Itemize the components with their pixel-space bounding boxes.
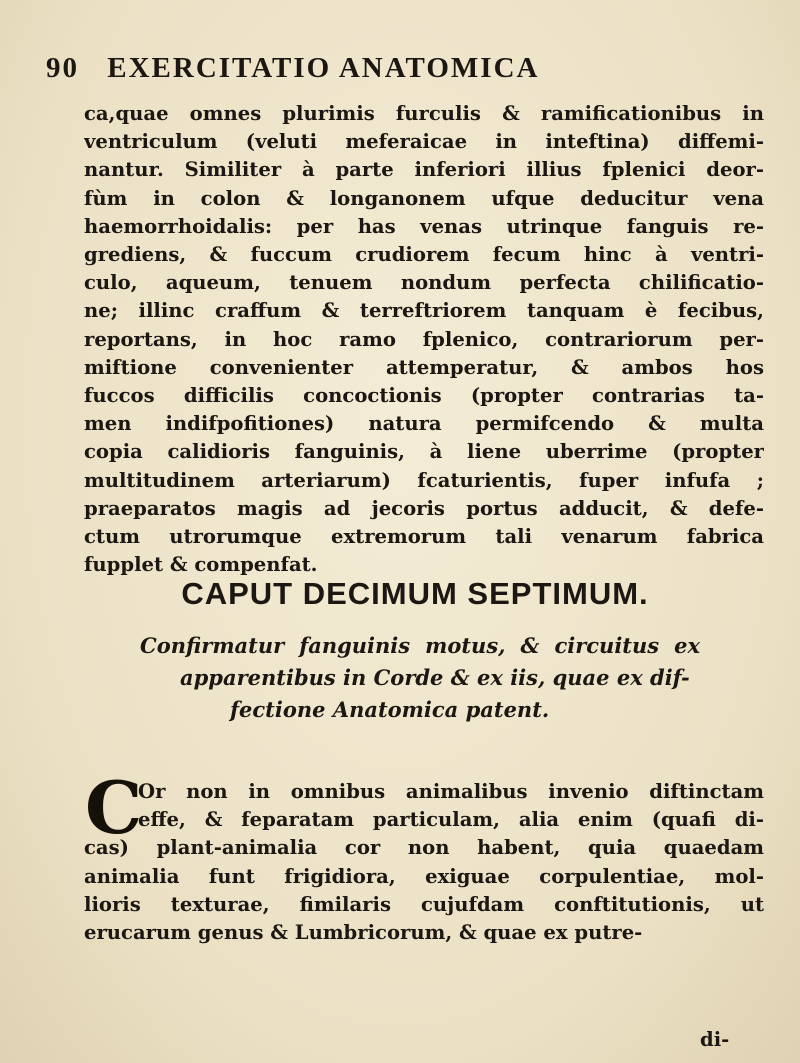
text-line: grediens, & fuccum crudiorem fecum hinc à ventri- [84,243,764,267]
text-line: ca,quae omnes plurimis furculis & ramificationibus in [84,102,764,125]
text-line: nantur. Similiter à parte inferiori illius fplenici deor- [84,158,764,182]
page-number: 90 [46,52,79,84]
text-line: effe, & feparatam particulam, alia enim (quafi di- [138,808,764,832]
text-line: ventriculum (veluti meferaicae in inteftina) diffemi- [84,130,764,154]
summary-line: fectione Anatomica patent. [230,697,550,722]
chapter-title: CAPUT DECIMUM SEPTIMUM. [181,576,649,611]
summary-line: apparentibus in Corde & ex iis, quae ex dif- [180,665,690,690]
body-text [84,100,764,579]
summary-line: Confirmatur fanguinis motus, & circuitus ex [140,633,700,658]
chapter-summary [140,630,700,726]
text-line: praeparatos magis ad jecoris portus adducit, & defe- [84,496,764,520]
running-header [46,52,746,85]
text-line: lioris texturae, fimilaris cujufdam conftitutionis, ut [84,892,764,916]
text-line: fupplet & compenfat. [84,553,318,577]
running-title: EXERCITATIO ANATOMICA [107,52,540,84]
text-line: copia calidioris fanguinis, à liene uberrime (propter [84,440,764,464]
text-line: animalia funt frigidiora, exiguae corpulentiae, mol- [84,864,764,888]
text-line: cas) plant-animalia cor non habent, quia quaedam [84,836,764,860]
text-line: ctum utrorumque extremorum tali venarum fabrica [84,525,764,549]
text-line: multitudinem arteriarum) fcaturientis, fuper infufa ; [84,468,764,492]
text-line: reportans, in hoc ramo fplenico, contrariorum per- [84,327,764,351]
text-line: miftione convenienter attemperatur, & ambos hos [84,355,764,379]
text-line: Or non in omnibus animalibus invenio diftinctam [138,780,764,803]
drop-capital: C [85,765,143,850]
text-line: erucarum genus & Lumbricorum, & quae ex putre- [84,921,643,945]
text-line: men indifpofitiones) natura permifcendo & multa [84,412,764,436]
text-line: haemorrhoidalis: per has venas utrinque fanguis re- [84,214,764,238]
chapter-paragraph [84,765,764,947]
text-line: ne; illinc craffum & terreftriorem tanquam è fecibus, [84,299,764,323]
text-line: fuccos difficilis concoctionis (propter contrarias ta- [84,384,764,408]
text-line: culo, aqueum, tenuem nondum perfecta chilificatio- [84,271,764,295]
catchword: di- [700,1028,730,1051]
text-line: fùm in colon & longanonem ufque deducitur vena [84,186,764,210]
